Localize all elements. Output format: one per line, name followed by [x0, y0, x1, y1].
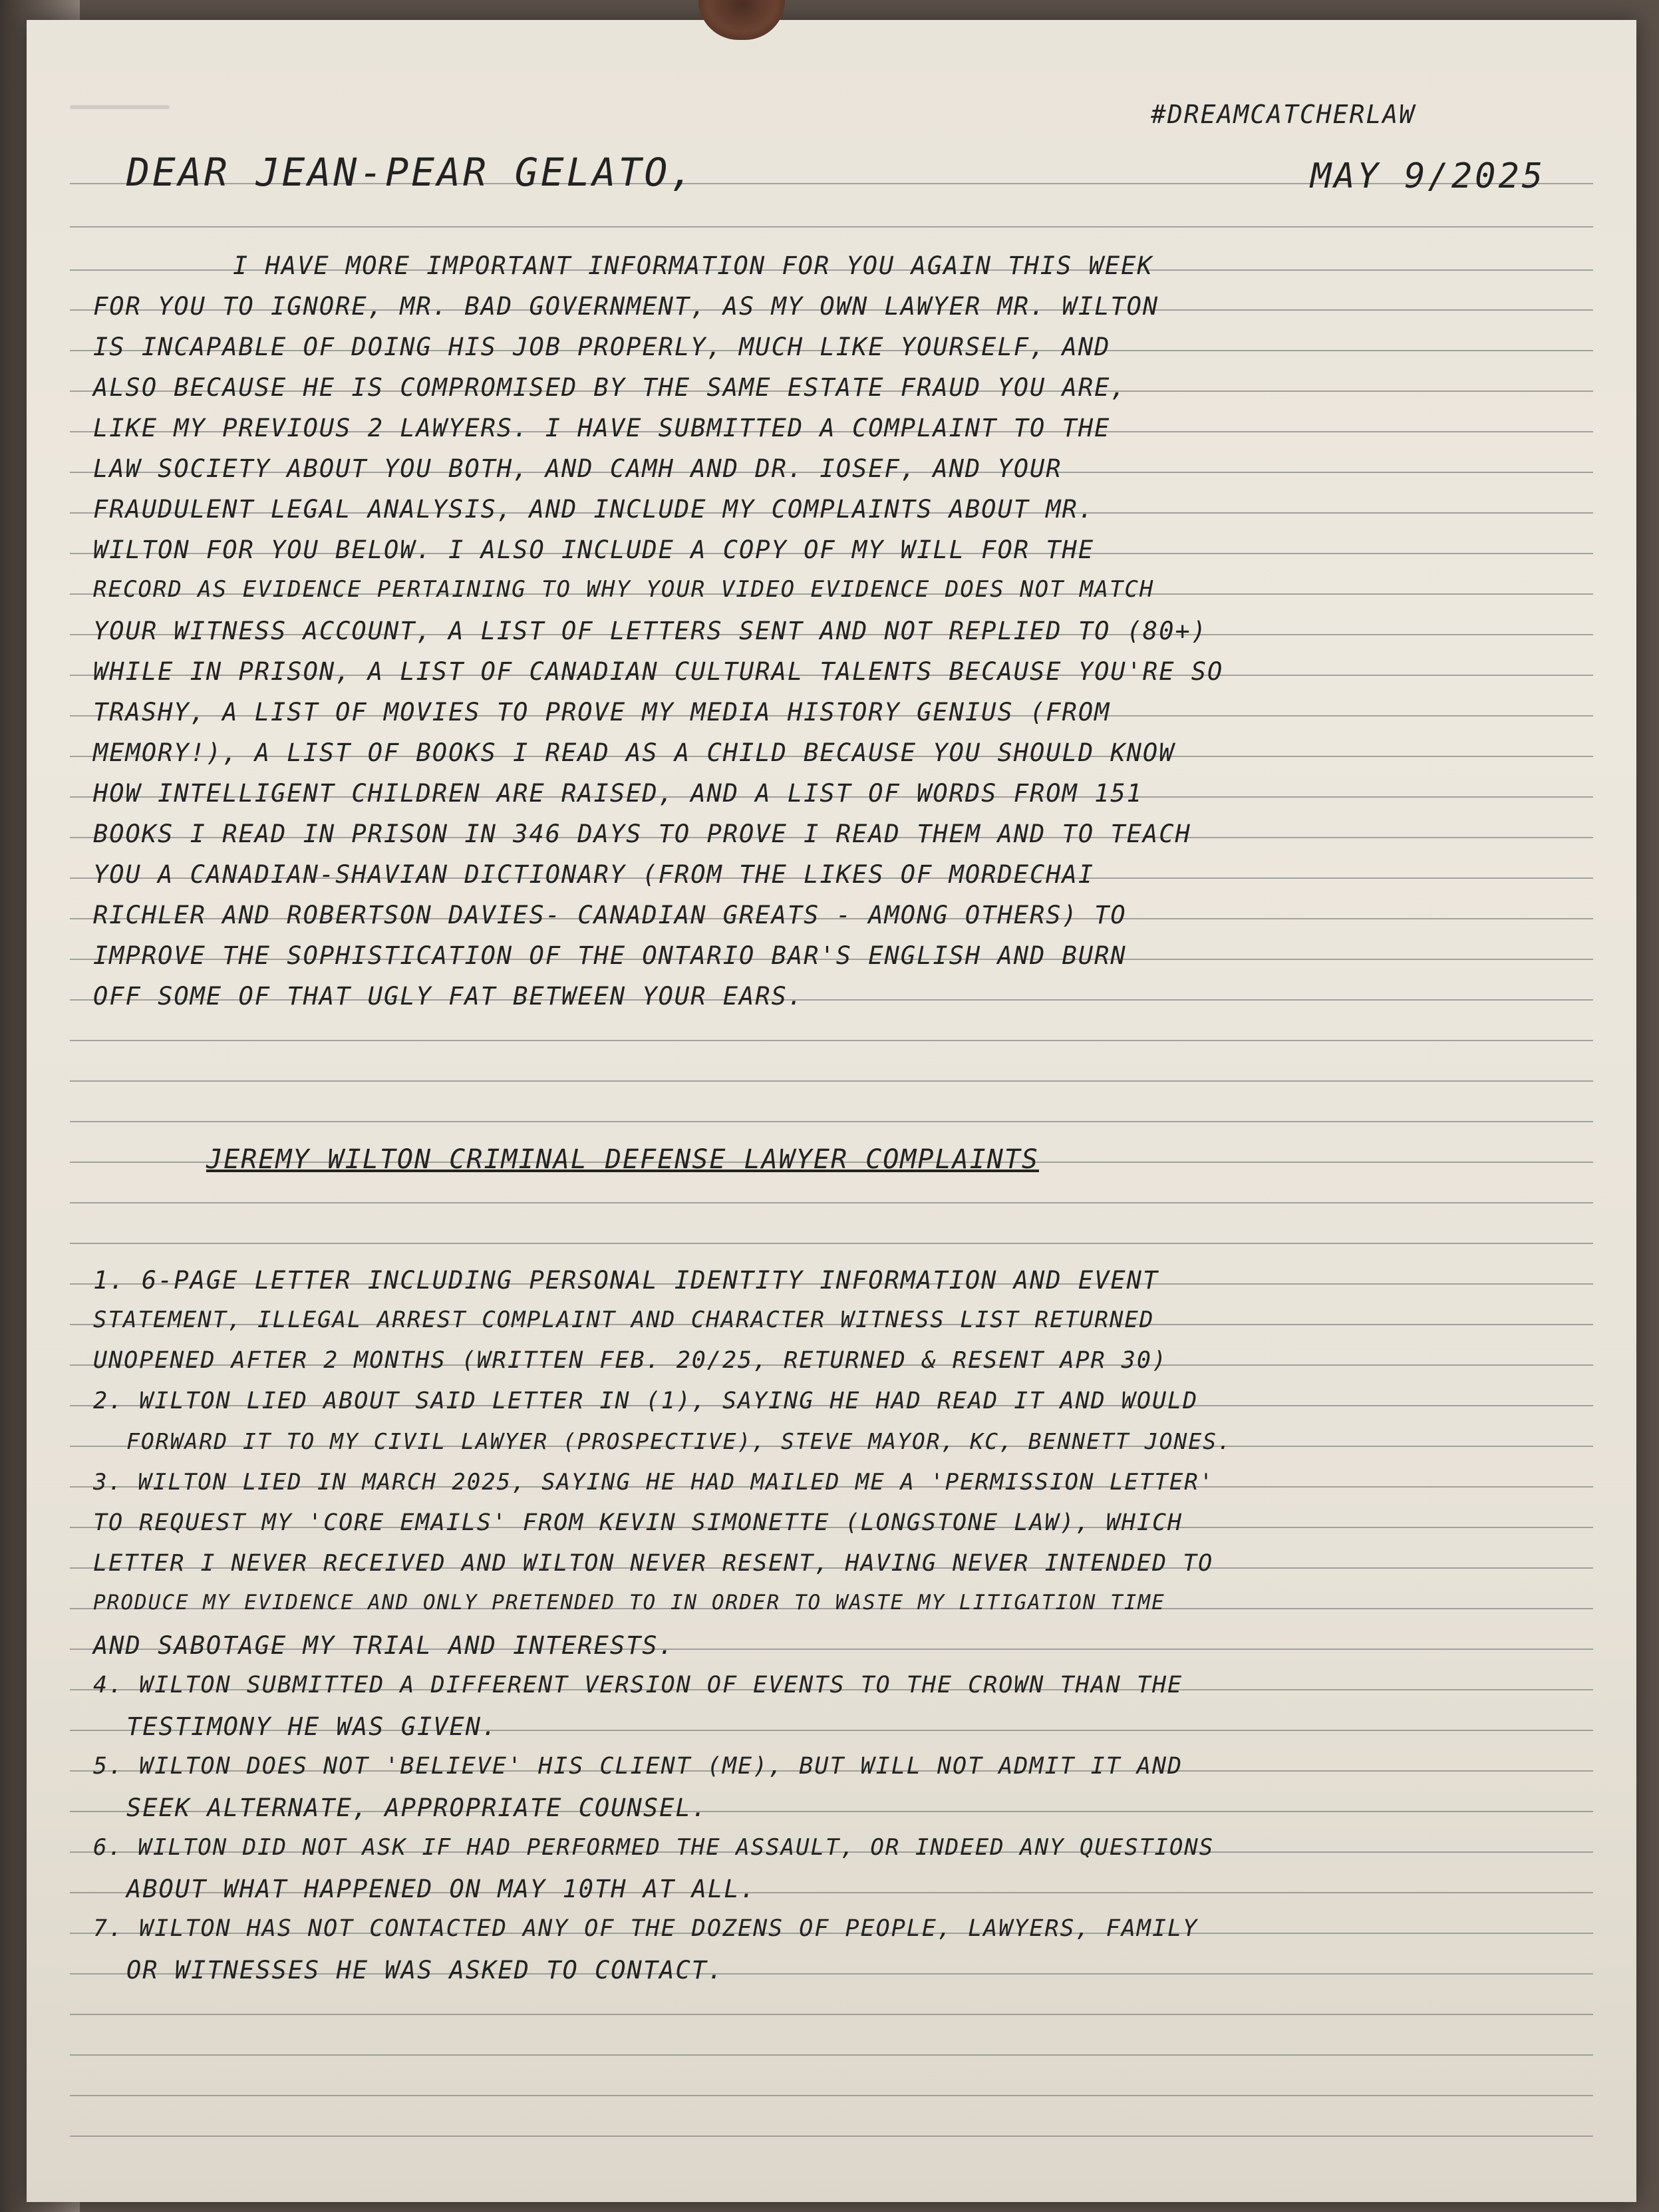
ruled-line [70, 1243, 1593, 1244]
complaint-line: UNOPENED AFTER 2 MONTHS (WRITTEN FEB. 20/25, RETURNED & RESENT APR 30) [93, 1347, 1168, 1374]
body-line: RICHLER AND ROBERTSON DAVIES- CANADIAN GREATS - AMONG OTHERS) TO [93, 901, 1127, 929]
ruled-line [70, 1080, 1593, 1082]
complaint-line: 2. WILTON LIED ABOUT SAID LETTER IN (1), SAYING HE HAD READ IT AND WOULD [93, 1388, 1199, 1414]
ruled-line [70, 2095, 1593, 2096]
complaint-line: OR WITNESSES HE WAS ASKED TO CONTACT. [126, 1956, 724, 1984]
letter-date: MAY 9/2025 [1310, 156, 1546, 196]
body-line: MEMORY!), A LIST OF BOOKS I READ AS A CHILD BECAUSE YOU SHOULD KNOW [93, 738, 1175, 767]
complaint-line: TESTIMONY HE WAS GIVEN. [126, 1712, 498, 1741]
complaint-line: PRODUCE MY EVIDENCE AND ONLY PRETENDED TO IN ORDER TO WASTE MY LITIGATION TIME [93, 1591, 1165, 1615]
complaint-line: TO REQUEST MY 'CORE EMAILS' FROM KEVIN SIMONETTE (LONGSTONE LAW), WHICH [93, 1509, 1183, 1536]
ruled-line [70, 1121, 1593, 1122]
body-line: BOOKS I READ IN PRISON IN 346 DAYS TO PROVE I READ THEM AND TO TEACH [93, 820, 1191, 848]
body-line: YOUR WITNESS ACCOUNT, A LIST OF LETTERS SENT AND NOT REPLIED TO (80+) [93, 617, 1208, 645]
complaint-line: SEEK ALTERNATE, APPROPRIATE COUNSEL. [126, 1794, 708, 1822]
body-line: WILTON FOR YOU BELOW. I ALSO INCLUDE A COPY OF MY WILL FOR THE [93, 536, 1095, 564]
complaints-heading: JEREMY WILTON CRIMINAL DEFENSE LAWYER COMPLAINTS [206, 1144, 1039, 1175]
body-line: WHILE IN PRISON, A LIST OF CANADIAN CULTURAL TALENTS BECAUSE YOU'RE SO [93, 657, 1224, 686]
body-line: LAW SOCIETY ABOUT YOU BOTH, AND CAMH AND DR. IOSEF, AND YOUR [93, 454, 1062, 483]
body-line: FOR YOU TO IGNORE, MR. BAD GOVERNMENT, AS MY OWN LAWYER MR. WILTON [93, 292, 1159, 321]
complaint-line: 5. WILTON DOES NOT 'BELIEVE' HIS CLIENT (ME), BUT WILL NOT ADMIT IT AND [93, 1753, 1183, 1780]
complaint-line: STATEMENT, ILLEGAL ARREST COMPLAINT AND CHARACTER WITNESS LIST RETURNED [93, 1307, 1155, 1333]
ruled-line [70, 2135, 1593, 2137]
complaint-line: ABOUT WHAT HAPPENED ON MAY 10TH AT ALL. [126, 1875, 756, 1903]
body-line: FRAUDULENT LEGAL ANALYSIS, AND INCLUDE MY COMPLAINTS ABOUT MR. [93, 495, 1095, 524]
complaint-line: AND SABOTAGE MY TRIAL AND INTERESTS. [93, 1631, 675, 1660]
body-line: HOW INTELLIGENT CHILDREN ARE RAISED, AND A LIST OF WORDS FROM 151 [93, 779, 1143, 808]
body-line: IS INCAPABLE OF DOING HIS JOB PROPERLY, MUCH LIKE YOURSELF, AND [93, 333, 1111, 361]
complaint-line: 7. WILTON HAS NOT CONTACTED ANY OF THE DOZENS OF PEOPLE, LAWYERS, FAMILY [93, 1915, 1199, 1942]
salutation: DEAR JEAN-PEAR GELATO, [126, 150, 696, 195]
body-line: LIKE MY PREVIOUS 2 LAWYERS. I HAVE SUBMITTED A COMPLAINT TO THE [93, 414, 1111, 442]
complaint-line: 3. WILTON LIED IN MARCH 2025, SAYING HE HAD MAILED ME A 'PERMISSION LETTER' [93, 1469, 1215, 1496]
complaint-line: 1. 6-PAGE LETTER INCLUDING PERSONAL IDENTITY INFORMATION AND EVENT [93, 1266, 1159, 1295]
letter-page [27, 20, 1636, 2202]
body-line: I HAVE MORE IMPORTANT INFORMATION FOR YOU AGAIN THIS WEEK [233, 251, 1153, 280]
ruled-line [70, 226, 1593, 228]
complaint-line: LETTER I NEVER RECEIVED AND WILTON NEVER RESENT, HAVING NEVER INTENDED TO [93, 1550, 1214, 1577]
ruled-line [70, 1040, 1593, 1041]
body-line: RECORD AS EVIDENCE PERTAINING TO WHY YOUR VIDEO EVIDENCE DOES NOT MATCH [93, 576, 1155, 603]
ruled-line [70, 2054, 1593, 2056]
ruled-line [70, 2014, 1593, 2015]
hashtag: #DREAMCATCHERLAW [1151, 100, 1416, 129]
body-line: TRASHY, A LIST OF MOVIES TO PROVE MY MEDIA HISTORY GENIUS (FROM [93, 698, 1111, 726]
complaint-line: 4. WILTON SUBMITTED A DIFFERENT VERSION OF EVENTS TO THE CROWN THAN THE [93, 1672, 1183, 1698]
body-line: OFF SOME OF THAT UGLY FAT BETWEEN YOUR EARS. [93, 982, 804, 1011]
complaint-line: FORWARD IT TO MY CIVIL LAWYER (PROSPECTIVE), STEVE MAYOR, KC, BENNETT JONES. [126, 1428, 1232, 1454]
complaint-line: 6. WILTON DID NOT ASK IF HAD PERFORMED THE ASSAULT, OR INDEED ANY QUESTIONS [93, 1834, 1215, 1861]
body-line: ALSO BECAUSE HE IS COMPROMISED BY THE SAME ESTATE FRAUD YOU ARE, [93, 373, 1127, 402]
paper-mark [70, 105, 170, 109]
ruled-line [70, 1202, 1593, 1203]
body-line: IMPROVE THE SOPHISTICATION OF THE ONTARIO BAR'S ENGLISH AND BURN [93, 941, 1127, 970]
body-line: YOU A CANADIAN-SHAVIAN DICTIONARY (FROM THE LIKES OF MORDECHAI [93, 860, 1095, 889]
